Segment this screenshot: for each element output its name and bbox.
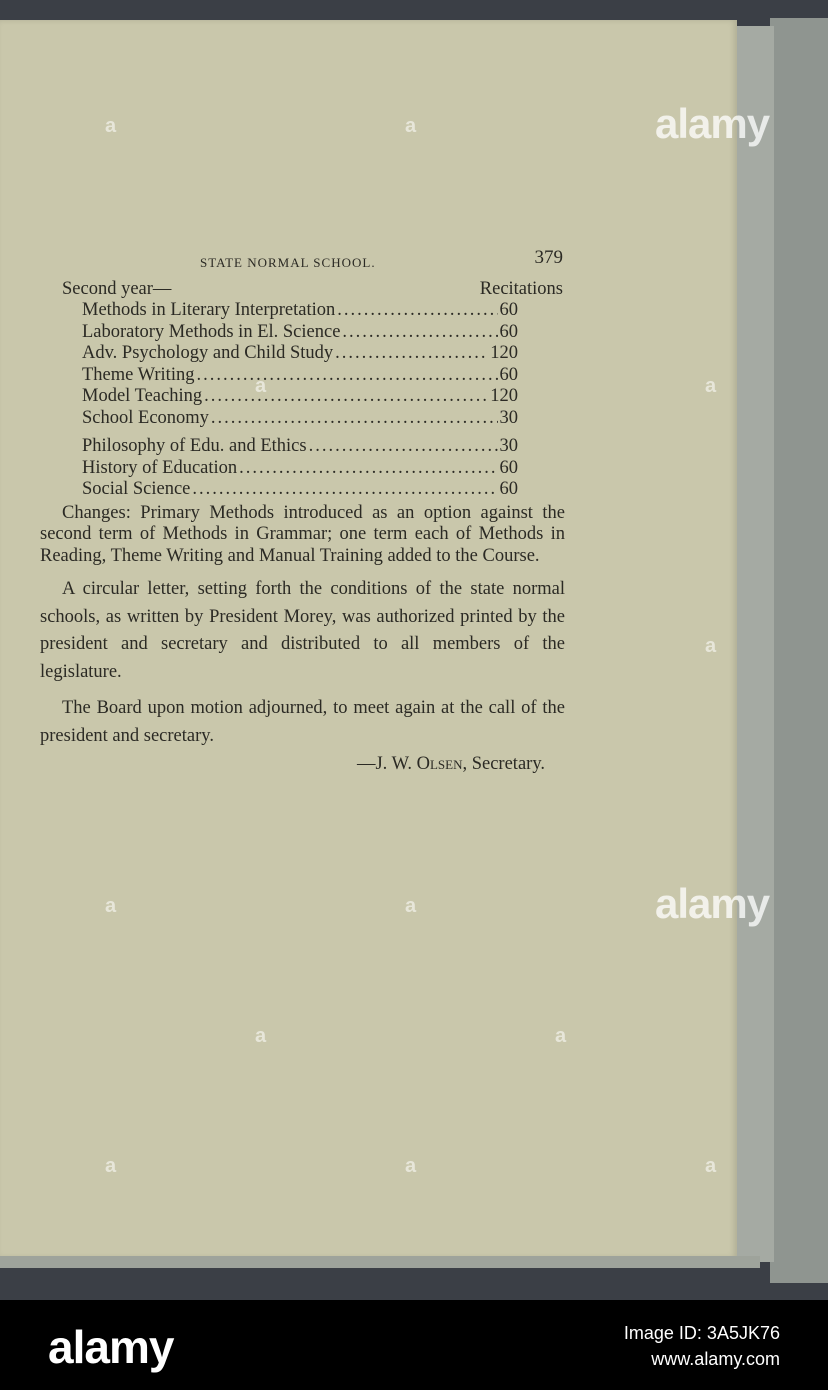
course-recitations: 60 bbox=[499, 300, 518, 320]
book-cover-edge bbox=[770, 18, 828, 1283]
dot-leader bbox=[337, 300, 497, 322]
adjournment-paragraph: The Board upon motion adjourned, to meet again at the call of the president and secretary. bbox=[40, 698, 565, 746]
course-row bbox=[82, 479, 518, 501]
course-name: Social Science bbox=[82, 479, 191, 499]
signature-prefix: —J. W. bbox=[356, 754, 417, 774]
course-recitations: 120 bbox=[490, 386, 518, 406]
dot-leader bbox=[211, 408, 498, 430]
course-list bbox=[40, 300, 518, 501]
watermark-mark: a bbox=[405, 1155, 417, 1177]
course-row bbox=[82, 365, 518, 387]
course-row bbox=[82, 458, 518, 480]
course-row bbox=[82, 408, 518, 430]
watermark-mark: a bbox=[105, 1155, 117, 1177]
course-row bbox=[82, 322, 518, 344]
watermark-mark: a bbox=[705, 1155, 717, 1177]
running-head bbox=[40, 245, 565, 279]
watermark-mark: a bbox=[105, 895, 117, 917]
course-name: History of Education bbox=[82, 457, 238, 478]
course-name: Laboratory Methods in El. Science bbox=[82, 321, 341, 342]
course-row bbox=[82, 436, 518, 458]
course-recitations: 120 bbox=[490, 343, 518, 363]
watermark-mark: a bbox=[105, 115, 117, 137]
secretary-signature bbox=[40, 751, 565, 777]
course-row bbox=[82, 386, 518, 408]
stock-footer bbox=[0, 1300, 828, 1390]
course-recitations: 60 bbox=[499, 364, 518, 385]
course-name: Adv. Psychology and Child Study bbox=[82, 343, 334, 363]
dot-leader bbox=[342, 322, 497, 344]
watermark-logo: alamy bbox=[655, 100, 770, 147]
dot-leader bbox=[192, 479, 497, 501]
footer-image-info bbox=[624, 1320, 780, 1372]
page-edge bbox=[732, 26, 774, 1262]
watermark-mark: a bbox=[405, 895, 417, 917]
circular-letter-paragraph: A circular letter, setting forth the conditions of the state normal schools, as written by President Morey, was authorized printed by the president and secretary and distributed to all members of the legislature. bbox=[40, 579, 565, 682]
course-recitations: 60 bbox=[499, 457, 518, 478]
year-header-row bbox=[40, 279, 565, 300]
dot-leader bbox=[196, 365, 497, 387]
course-recitations: 60 bbox=[499, 479, 518, 499]
dot-leader bbox=[204, 386, 488, 408]
dot-leader bbox=[239, 458, 497, 480]
column-label: Recitations bbox=[479, 279, 563, 299]
dot-leader bbox=[335, 343, 488, 365]
course-name: Methods in Literary Interpretation bbox=[82, 300, 336, 320]
course-name: Model Teaching bbox=[82, 386, 203, 406]
course-name: Theme Writing bbox=[82, 364, 195, 385]
running-head-title: STATE NORMAL SCHOOL. bbox=[200, 255, 376, 270]
watermark-mark: a bbox=[705, 375, 717, 397]
course-recitations: 30 bbox=[499, 407, 518, 428]
page-number: 379 bbox=[534, 247, 563, 268]
course-name: School Economy bbox=[82, 407, 209, 428]
image-id: Image ID: 3A5JK76 bbox=[623, 1323, 780, 1343]
watermark-mark: a bbox=[255, 375, 267, 397]
changes-paragraph: Changes: Primary Methods introduced as an option against the second term of Methods in Grammar; one term each of Methods in Reading, Theme Writing and Manual Training added to the Course. bbox=[40, 502, 565, 566]
footer-logo: alamy bbox=[48, 1321, 174, 1373]
course-row bbox=[82, 343, 518, 365]
signature-name: Olsen bbox=[416, 754, 463, 774]
course-name: Philosophy of Edu. and Ethics bbox=[82, 436, 307, 456]
signature-suffix: , Secretary. bbox=[462, 754, 545, 774]
watermark-mark: a bbox=[405, 115, 417, 137]
course-row bbox=[82, 300, 518, 322]
watermark-mark: a bbox=[255, 1025, 267, 1047]
dot-leader bbox=[309, 436, 498, 458]
watermark-mark: a bbox=[555, 1025, 567, 1047]
watermark-mark: a bbox=[705, 635, 717, 657]
page-bottom-edge bbox=[0, 1256, 760, 1268]
course-recitations: 60 bbox=[499, 321, 518, 342]
watermark-logo: alamy bbox=[655, 880, 770, 927]
course-recitations: 30 bbox=[499, 436, 518, 456]
site-url: www.alamy.com bbox=[651, 1349, 780, 1369]
page-text bbox=[40, 245, 565, 777]
year-label: Second year— bbox=[62, 279, 172, 299]
